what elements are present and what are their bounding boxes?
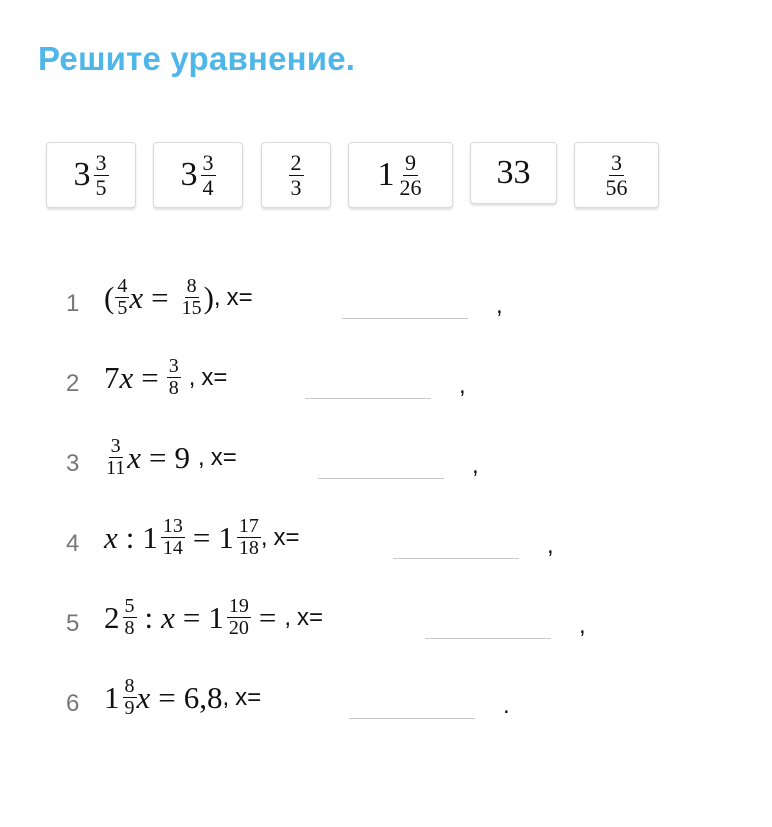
equation-expression	[104, 276, 253, 319]
chip-numerator: 3	[611, 150, 622, 176]
answer-chip-6[interactable]	[574, 142, 659, 208]
chip-numerator: 2	[290, 150, 302, 176]
chip-whole: 1	[377, 156, 395, 193]
fraction	[115, 276, 129, 319]
chip-numerator: 3	[95, 150, 107, 176]
x-label: x=	[226, 283, 253, 311]
x-label: x=	[235, 683, 262, 711]
separator: ,	[260, 523, 268, 551]
separator: ,	[188, 363, 196, 391]
operator: =	[182, 599, 201, 635]
denominator: 20	[228, 617, 249, 639]
numerator: 3	[168, 355, 179, 377]
separator: ,	[213, 283, 221, 311]
whole-part: 1	[104, 679, 120, 715]
chip-whole: 3	[180, 156, 198, 193]
equation-number: 5	[66, 610, 80, 637]
operator: =	[151, 279, 169, 315]
equation-number: 2	[66, 370, 80, 397]
equation-row-3	[0, 432, 772, 492]
numerator: 19	[228, 595, 249, 617]
x-label: x=	[201, 363, 228, 391]
equation-expression	[104, 436, 237, 479]
whole-part: 2	[104, 599, 120, 635]
operator: =	[141, 359, 159, 395]
chip-whole: 3	[73, 156, 91, 193]
answer-chip-4[interactable]	[348, 142, 453, 208]
numerator: 3	[110, 435, 121, 457]
whole-part: 1	[208, 599, 224, 635]
equation-row-5	[0, 592, 772, 652]
equation-number: 4	[66, 530, 80, 557]
operator: =	[149, 439, 167, 475]
equation-expression	[104, 596, 323, 639]
operator: :	[144, 599, 154, 635]
x-label: x=	[273, 523, 300, 551]
numerator: 8	[124, 675, 135, 697]
operator: :	[125, 519, 135, 555]
rhs-value: 6,8	[183, 679, 223, 715]
coefficient: 7	[104, 359, 120, 395]
chip-fraction	[398, 151, 424, 198]
numerator: 4	[117, 275, 128, 297]
equation-expression	[104, 356, 227, 399]
equation-number: 3	[66, 450, 80, 477]
answer-input-6[interactable]	[349, 696, 475, 719]
fraction	[227, 596, 251, 639]
variable: x	[129, 279, 144, 315]
equation-row-6	[0, 672, 772, 732]
answer-chip-5[interactable]	[470, 142, 557, 204]
fraction	[167, 356, 181, 399]
page-title: Решите уравнение.	[38, 40, 356, 77]
fraction	[123, 596, 137, 639]
close-paren: )	[203, 279, 214, 315]
equation-number: 6	[66, 690, 80, 717]
numerator: 8	[186, 275, 197, 297]
chip-numerator: 9	[405, 150, 416, 176]
denominator: 9	[124, 697, 135, 719]
chip-denominator: 26	[399, 174, 422, 200]
chip-fraction	[289, 151, 304, 198]
chip-fraction	[201, 151, 216, 198]
operator: =	[192, 519, 211, 555]
fraction	[104, 436, 127, 479]
fraction	[123, 676, 137, 719]
chip-whole: 33	[496, 154, 531, 191]
open-paren: (	[104, 279, 115, 315]
whole-part: 1	[218, 519, 234, 555]
answer-input-3[interactable]	[318, 456, 444, 479]
separator: ,	[284, 603, 292, 631]
chip-denominator: 3	[290, 174, 302, 200]
fraction	[180, 276, 204, 319]
operator: =	[258, 599, 277, 635]
answer-input-4[interactable]	[393, 536, 519, 559]
answer-input-2[interactable]	[305, 376, 431, 399]
variable: x	[127, 439, 142, 475]
chip-denominator: 56	[605, 174, 628, 200]
chip-denominator: 4	[202, 174, 214, 200]
denominator: 8	[124, 617, 135, 639]
equation-expression	[104, 676, 261, 719]
rhs-value: 9	[174, 439, 191, 475]
denominator: 15	[181, 297, 202, 319]
numerator: 17	[238, 515, 259, 537]
whole-part: 1	[142, 519, 158, 555]
chip-denominator: 5	[95, 174, 107, 200]
variable: x	[104, 519, 118, 555]
equation-number: 1	[66, 290, 80, 317]
denominator: 5	[117, 297, 128, 319]
separator: ,	[222, 683, 230, 711]
trailing-punctuation: ,	[496, 292, 503, 319]
separator: ,	[198, 443, 205, 471]
trailing-punctuation: ,	[579, 612, 586, 639]
trailing-punctuation: ,	[547, 532, 554, 559]
equation-row-1	[0, 272, 772, 332]
equation-row-2	[0, 352, 772, 412]
fraction	[237, 516, 261, 559]
equation-expression	[104, 516, 300, 559]
denominator: 14	[162, 537, 183, 559]
denominator: 8	[168, 377, 179, 399]
denominator: 11	[106, 457, 126, 479]
equation-row-4	[0, 512, 772, 572]
x-label: x=	[297, 603, 324, 631]
chip-numerator: 3	[202, 150, 214, 176]
answer-chip-2[interactable]	[153, 142, 243, 208]
denominator: 18	[238, 537, 259, 559]
operator: =	[158, 679, 176, 715]
numerator: 5	[124, 595, 135, 617]
numerator: 13	[162, 515, 183, 537]
answer-input-1[interactable]	[342, 296, 468, 319]
answer-input-5[interactable]	[425, 616, 551, 639]
trailing-punctuation: ,	[459, 372, 466, 399]
trailing-punctuation: ,	[472, 452, 479, 479]
answer-chip-3[interactable]	[261, 142, 331, 208]
answer-chip-1[interactable]	[46, 142, 136, 208]
chip-fraction	[94, 151, 109, 198]
trailing-punctuation: .	[503, 692, 510, 719]
chip-fraction	[604, 151, 630, 198]
variable: x	[161, 599, 175, 635]
fraction	[161, 516, 185, 559]
variable: x	[136, 679, 151, 715]
variable: x	[119, 359, 134, 395]
x-label: x=	[210, 443, 237, 471]
